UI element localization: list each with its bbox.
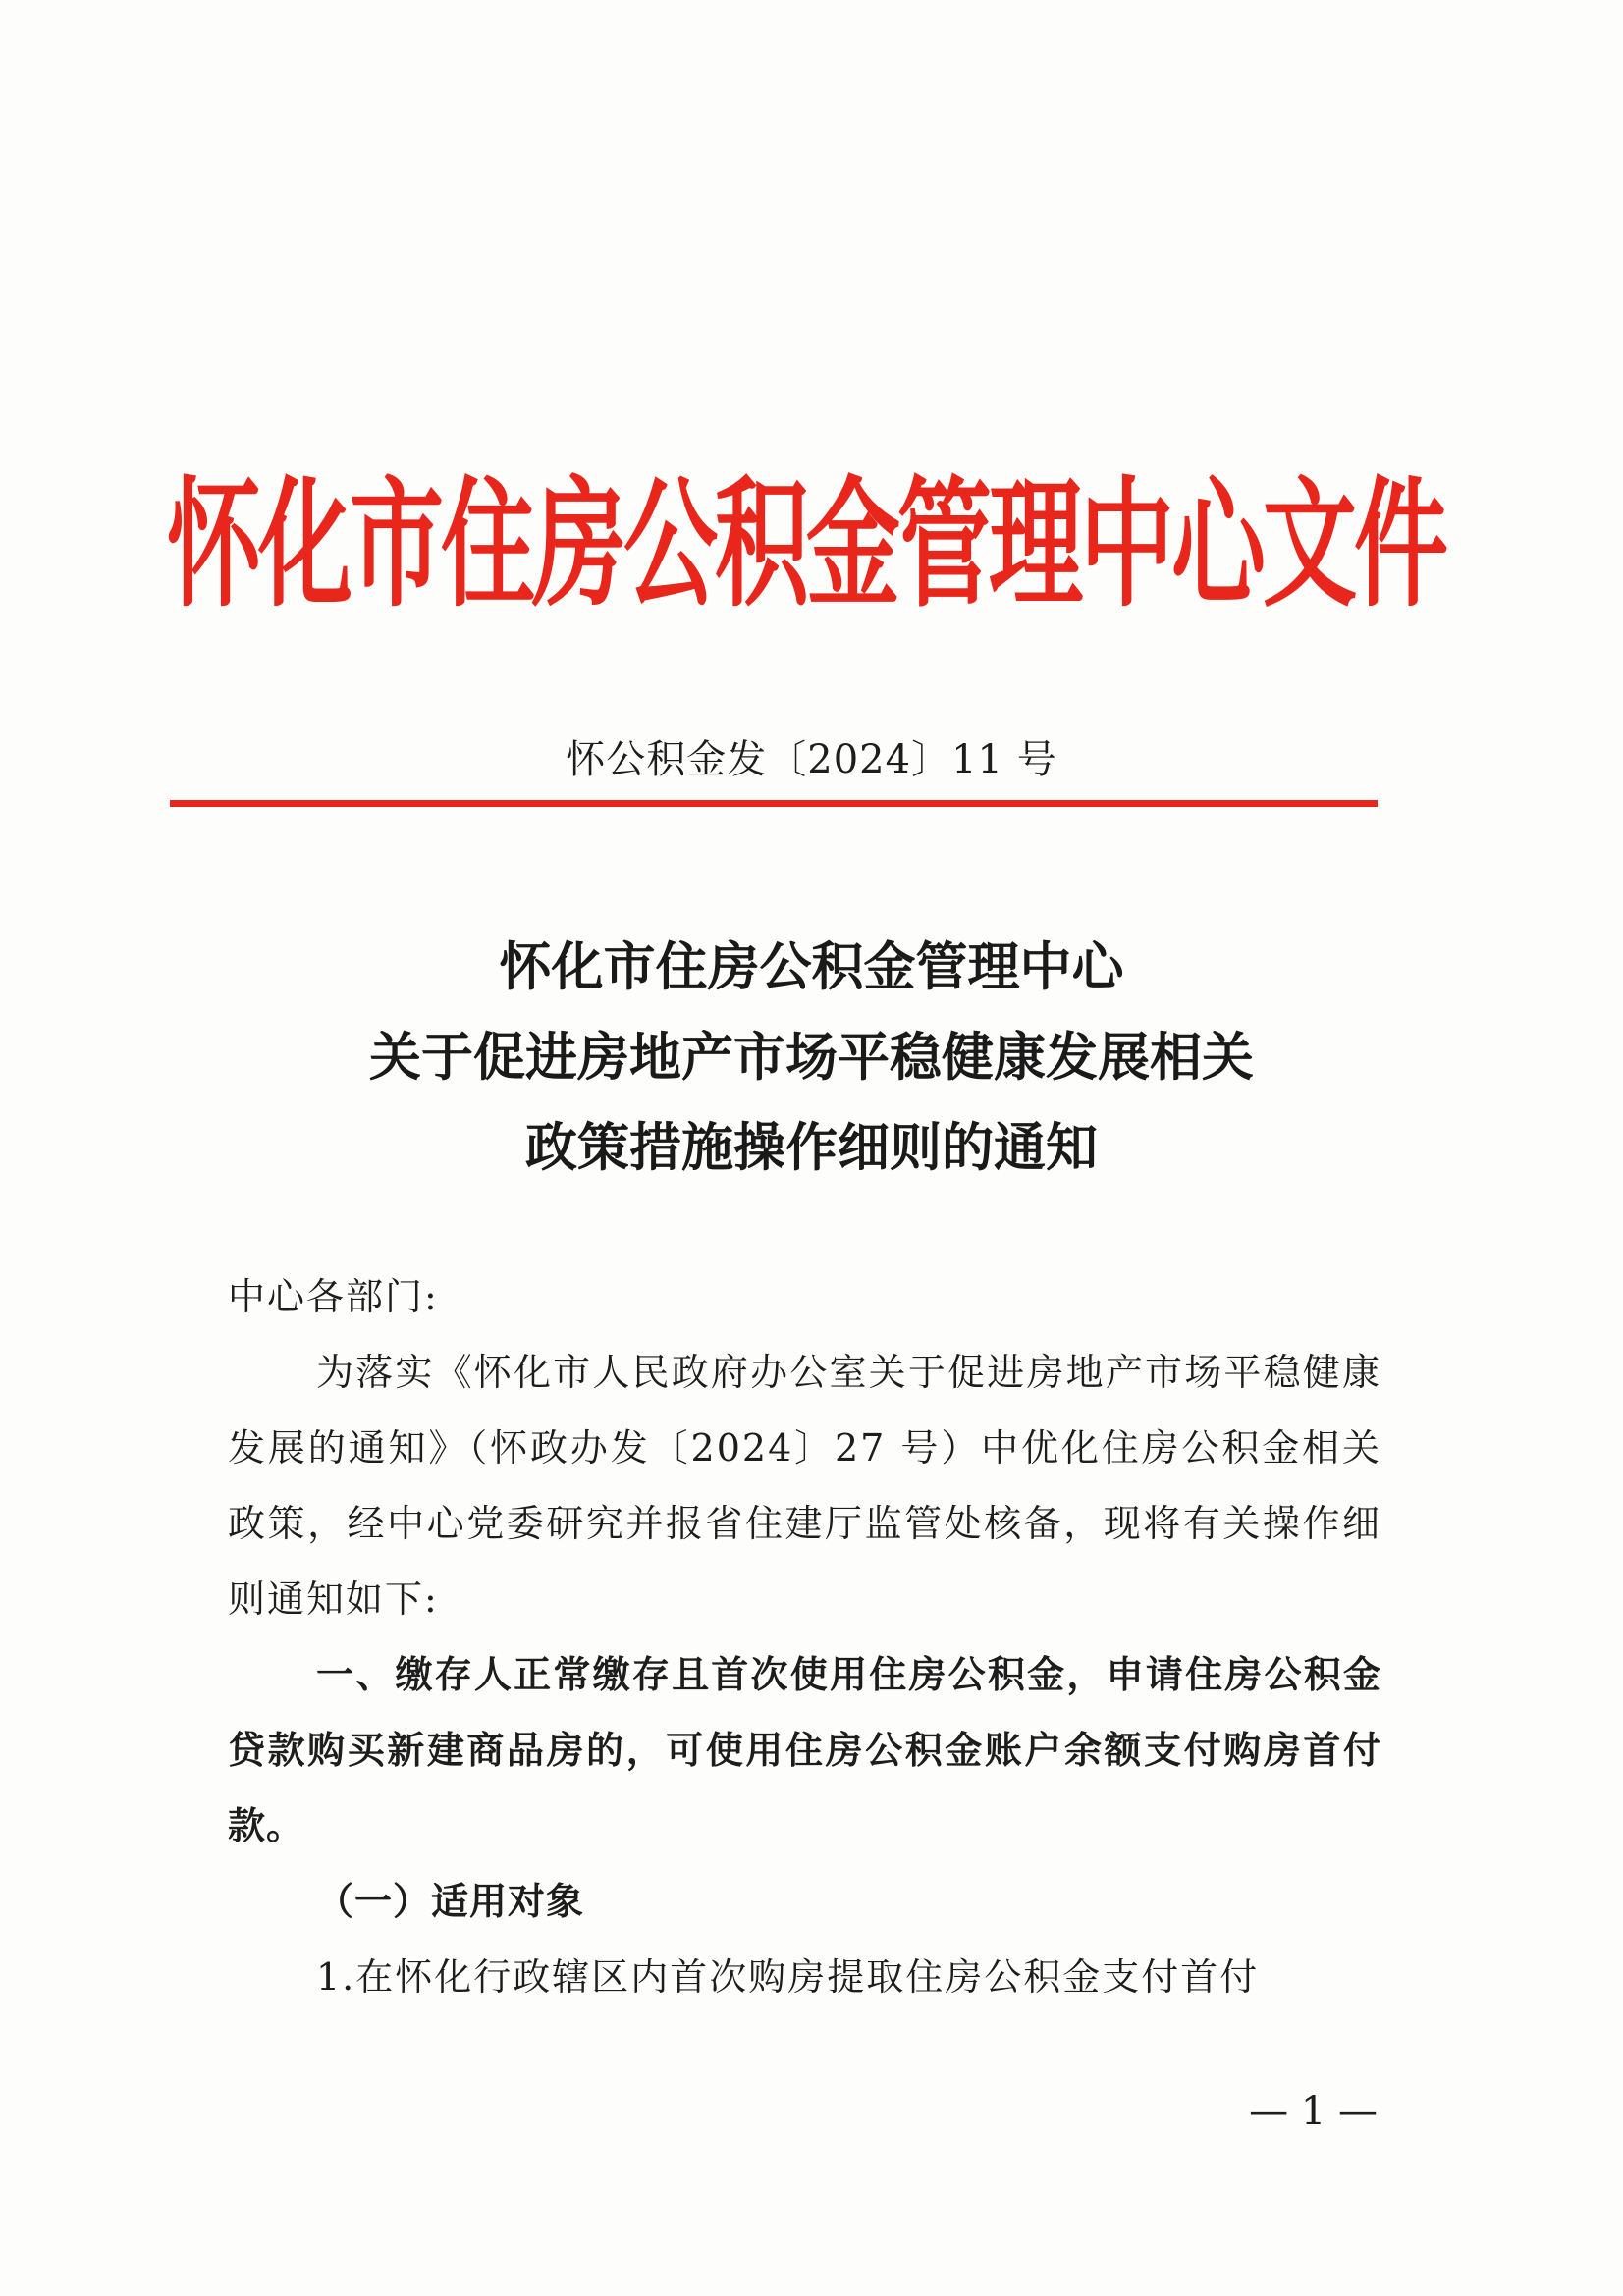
intro-paragraph: 为落实《怀化市人民政府办公室关于促进房地产市场平稳健康发展的通知》（怀政办发〔2024〕27 号）中优化住房公积金相关政策，经中心党委研究并报省住建厅监管处核备，现将有关操作细则通知如下: (228, 1351, 1381, 1621)
page-number: — 1 — (1249, 2089, 1378, 2134)
notice-title (0, 923, 1623, 1194)
notice-body (228, 1259, 1381, 2015)
document-number: 怀公积金发〔2024〕11 号 (566, 737, 1057, 782)
salutation: 中心各部门: (228, 1275, 439, 1318)
clause-1-paragraph: 1.在怀化行政辖区内首次购房提取住房公积金支付首付 (316, 1955, 1260, 1999)
section-1-heading: （一）适用对象 (316, 1880, 585, 1923)
red-separator-rule (170, 800, 1378, 807)
item-1-paragraph: 一、缴存人正常缴存且首次使用住房公积金，申请住房公积金贷款购买新建商品房的，可使用住房公积金账户余额支付购房首付款。 (228, 1653, 1381, 1847)
notice-title-line-3: 政策措施操作细则的通知 (525, 1118, 1098, 1178)
notice-title-line-2: 关于促进房地产市场平稳健康发展相关 (369, 1028, 1254, 1088)
notice-title-line-1: 怀化市住房公积金管理中心 (499, 937, 1124, 997)
red-header-org-title: 怀化市住房公积金管理中心文件 (167, 463, 1445, 626)
